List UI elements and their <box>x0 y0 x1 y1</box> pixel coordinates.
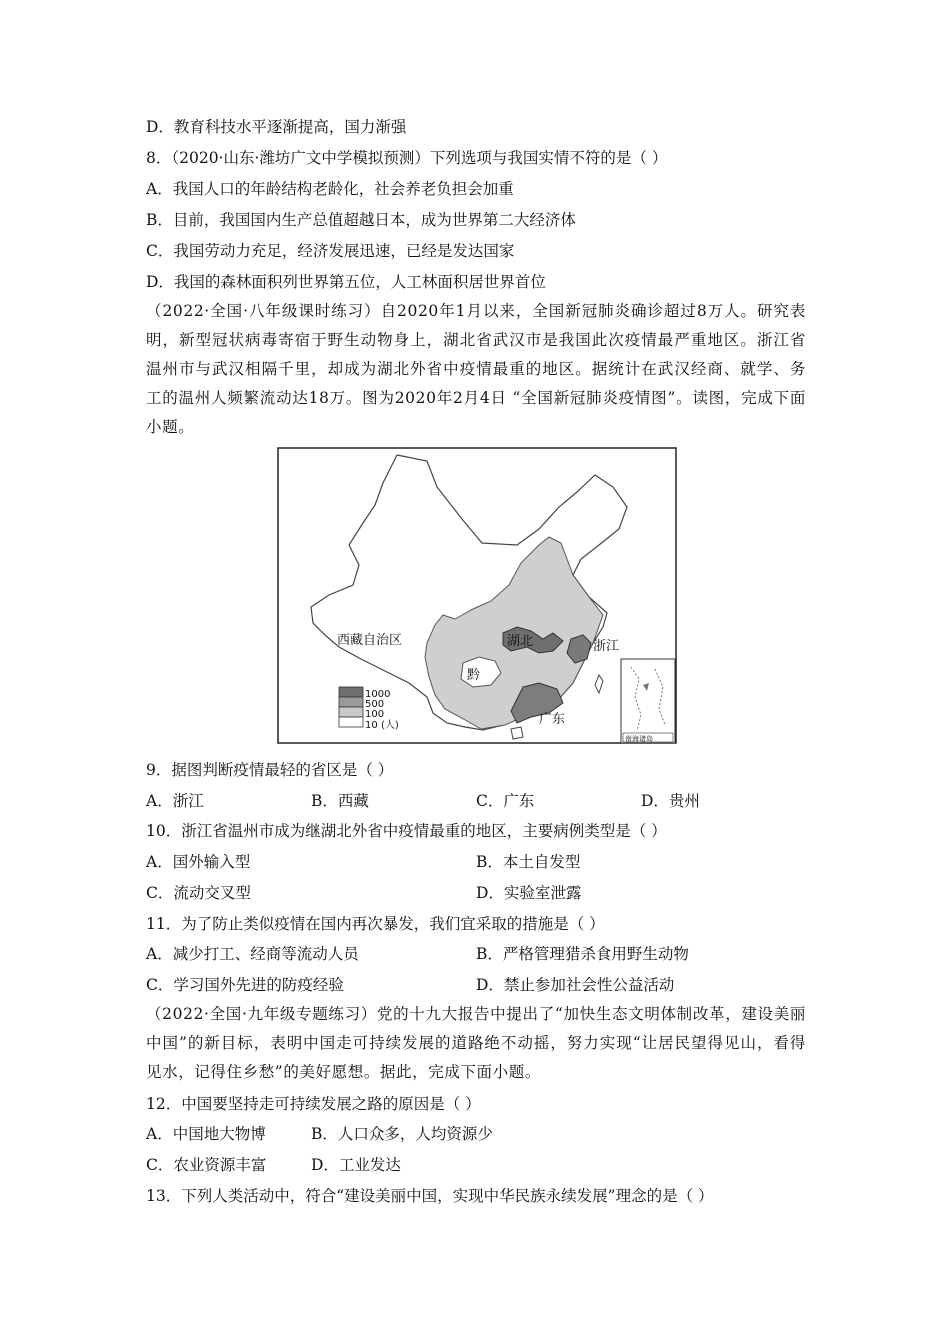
q10-option-b: B．本土自发型 <box>476 853 581 871</box>
q11-option-c: C．学习国外先进的防疫经验 <box>146 976 344 994</box>
inset-label: 南海诸岛 <box>625 735 653 743</box>
label-guizhou: 黔 <box>467 668 481 683</box>
q7-option-d: D．教育科技水平逐渐提高，国力渐强 <box>146 118 407 136</box>
q11-option-b: B．严格管理猎杀食用野生动物 <box>476 945 689 963</box>
q12-option-c: C．农业资源丰富 <box>146 1156 267 1174</box>
legend-swatch-10 <box>339 717 363 727</box>
legend-value-500: 500 <box>365 699 385 710</box>
legend-value-10: 10 <box>365 720 378 731</box>
q12-option-a: A．中国地大物博 <box>146 1125 266 1143</box>
legend-swatch-500 <box>339 697 363 707</box>
legend-swatch-100 <box>339 707 363 717</box>
q10-option-d: D．实验室泄露 <box>476 884 582 902</box>
q8-option-d: D．我国的森林面积列世界第五位，人工林面积居世界首位 <box>146 273 546 291</box>
epidemic-map <box>277 447 677 744</box>
q12-option-d: D．工业发达 <box>311 1156 401 1174</box>
hainan-shape <box>511 727 523 739</box>
q10-option-a: A．国外输入型 <box>146 853 251 871</box>
q9-option-d: D．贵州 <box>641 792 700 810</box>
q8-stem: 8．（2020·山东·潍坊广文中学模拟预测）下列选项与我国实情不符的是（ ） <box>146 149 668 167</box>
legend-value-100: 100 <box>365 709 385 720</box>
label-guangdong: 广东 <box>539 712 566 727</box>
label-hubei: 湖北 <box>507 634 534 649</box>
inset-south-china-sea <box>621 659 675 743</box>
label-zhejiang: 浙江 <box>593 639 620 654</box>
legend-unit: (人) <box>381 720 399 731</box>
q8-option-a: A．我国人口的年龄结构老龄化，社会养老负担会加重 <box>146 180 514 198</box>
q9-stem: 9．据图判断疫情最轻的省区是（ ） <box>146 761 394 779</box>
label-tibet: 西藏自治区 <box>337 633 403 648</box>
q9-option-c: C．广东 <box>476 792 535 810</box>
q12-option-b: B．人口众多，人均资源少 <box>311 1125 493 1143</box>
q9-option-b: B．西藏 <box>311 792 369 810</box>
q11-option-d: D．禁止参加社会性公益活动 <box>476 976 675 994</box>
q11-option-a: A．减少打工、经商等流动人员 <box>146 945 359 963</box>
legend-value-1000: 1000 <box>365 689 391 700</box>
q8-option-b: B．目前，我国国内生产总值超越日本，成为世界第二大经济体 <box>146 211 576 229</box>
passage-covid: （2022·全国·八年级课时练习）自2020年1月以来，全国新冠肺炎确诊超过8万人。研究表明，新型冠状病毒寄宿于野生动物身上，湖北省武汉市是我国此次疫情最严重地区。浙江省温州市与武汉相隔千里，却成为湖北外省中疫情最重的地区。据统计在武汉经商、就学、务工的温州人频繁流动达18万。图为2020年2月4日 “全国新冠肺炎疫情图”。读图，完成下面小题。 <box>146 302 806 436</box>
passage-ecology: （2022·全国·九年级专题练习）党的十九大报告中提出了“加快生态文明体制改革，建设美丽中国”的新目标，表明中国走可持续发展的道路绝不动摇，努力实现“让居民望得见山，看得见水，记得住乡愁”的美好愿想。据此，完成下面小题。 <box>146 1005 806 1081</box>
q9-option-a: A．浙江 <box>146 792 204 810</box>
legend-swatch-1000 <box>339 687 363 697</box>
q13-stem: 13．下列人类活动中，符合“建设美丽中国，实现中华民族永续发展”理念的是（ ） <box>146 1187 714 1205</box>
q10-stem: 10．浙江省温州市成为继湖北外省中疫情最重的地区，主要病例类型是（ ） <box>146 822 667 840</box>
q10-option-c: C．流动交叉型 <box>146 884 251 902</box>
q12-stem: 12．中国要坚持走可持续发展之路的原因是（ ） <box>146 1095 481 1113</box>
q11-stem: 11．为了防止类似疫情在国内再次暴发，我们宜采取的措施是（ ） <box>146 915 605 933</box>
q8-option-c: C．我国劳动力充足，经济发展迅速，已经是发达国家 <box>146 242 515 260</box>
